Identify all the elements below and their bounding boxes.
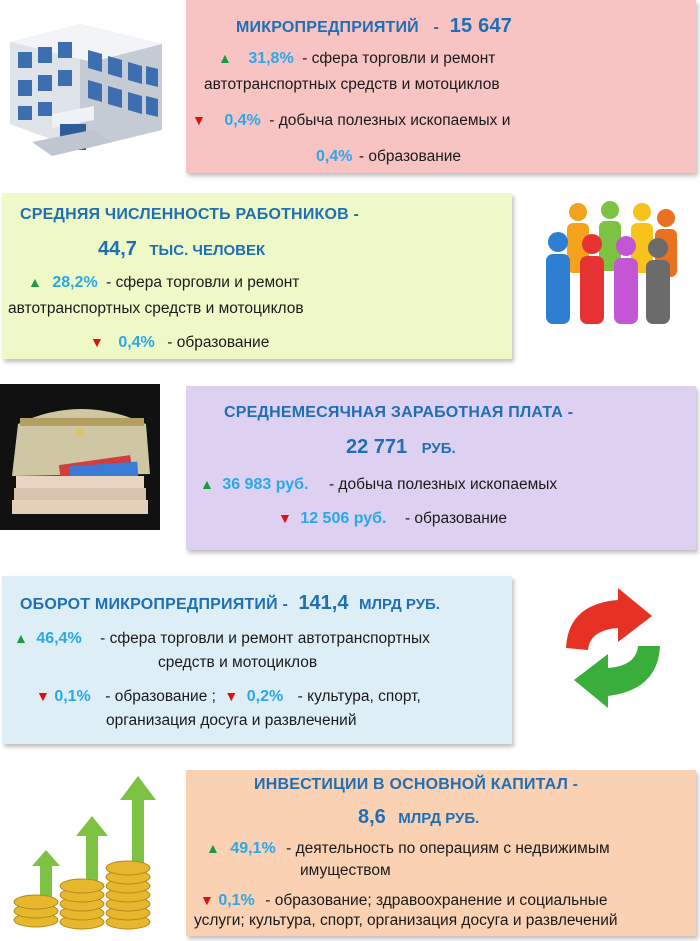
salary-row-2 bbox=[278, 510, 507, 528]
turnover-row-2-text: - образование ; bbox=[105, 688, 216, 705]
investment-row-1 bbox=[206, 840, 610, 858]
micro-row-2 bbox=[192, 112, 510, 130]
employees-row-2-value: 0,4% bbox=[118, 334, 155, 351]
employees-row-1-text-cont: автотранспортных средств и мотоциклов bbox=[8, 300, 304, 317]
turnover-count: 141,4 bbox=[298, 592, 349, 614]
salary-row-2-text: - образование bbox=[404, 510, 508, 527]
arrow-down-icon: ▼ bbox=[192, 112, 206, 128]
investment-row-1-value: 49,1% bbox=[230, 840, 276, 857]
arrow-up-icon: ▲ bbox=[206, 840, 220, 856]
turnover-unit: МЛРД РУБ. bbox=[358, 596, 440, 613]
turnover-row-2-value: 0,1% bbox=[54, 688, 91, 705]
arrow-down-icon: ▼ bbox=[36, 688, 50, 704]
refresh-arrows-illustration bbox=[548, 586, 678, 712]
micro-enterprises-count: 15 647 bbox=[449, 15, 513, 37]
salary-count: 22 771 bbox=[346, 436, 408, 458]
salary-count-line bbox=[346, 436, 456, 459]
salary-row-2-value: 12 506 руб. bbox=[300, 510, 387, 527]
investment-row-2-text-cont: услуги; культура, спорт, организация досуга и развлечений bbox=[194, 912, 618, 929]
arrow-up-icon: ▲ bbox=[200, 476, 214, 492]
employees-title: СРЕДНЯЯ ЧИСЛЕННОСТЬ РАБОТНИКОВ - bbox=[20, 206, 360, 223]
turnover-row-1-text-cont: средств и мотоциклов bbox=[158, 654, 318, 671]
employees-count: 44,7 bbox=[98, 238, 137, 260]
salary-row-1-value: 36 983 руб. bbox=[222, 476, 309, 493]
micro-row-1 bbox=[218, 50, 495, 68]
arrow-up-icon: ▲ bbox=[28, 274, 42, 290]
turnover-row-3-text: - культура, спорт, bbox=[297, 688, 421, 705]
employees-row-2 bbox=[90, 334, 269, 352]
employees-row-2-text: - образование bbox=[167, 334, 270, 351]
micro-row-2-text: - добыча полезных ископаемых и bbox=[269, 112, 511, 129]
investment-title: ИНВЕСТИЦИИ В ОСНОВНОЙ КАПИТАЛ - bbox=[254, 776, 579, 793]
micro-row-3 bbox=[316, 148, 461, 166]
investment-row-2-text: - образование; здравоохранение и социальные bbox=[265, 892, 608, 909]
investment-count-line bbox=[358, 806, 479, 829]
turnover-title-line bbox=[20, 592, 440, 615]
building-illustration bbox=[2, 2, 170, 162]
employees-count-line bbox=[98, 238, 265, 261]
arrow-down-icon: ▼ bbox=[90, 334, 104, 350]
people-group-illustration bbox=[540, 196, 680, 336]
employees-unit: ТЫС. ЧЕЛОВЕК bbox=[149, 242, 266, 259]
arrow-up-icon: ▲ bbox=[14, 630, 28, 646]
micro-row-1-text-cont: автотранспортных средств и мотоциклов bbox=[204, 76, 500, 93]
coins-growth-illustration bbox=[2, 770, 168, 936]
investment-count: 8,6 bbox=[358, 806, 386, 828]
turnover-row-1-value: 46,4% bbox=[36, 630, 82, 647]
micro-enterprises-title: МИКРОПРЕДПРИЯТИЙ bbox=[236, 19, 419, 36]
turnover-row-1 bbox=[14, 630, 430, 648]
title-dash: - bbox=[433, 19, 440, 36]
employees-row-1 bbox=[28, 274, 299, 292]
micro-enterprises-title-line bbox=[236, 15, 512, 38]
micro-row-1-text: - сфера торговли и ремонт bbox=[302, 50, 496, 67]
salary-row-1-text: - добыча полезных ископаемых bbox=[328, 476, 558, 493]
turnover-row-3-value: 0,2% bbox=[246, 688, 284, 705]
employees-row-1-value: 28,2% bbox=[52, 274, 98, 291]
micro-row-3-value: 0,4% bbox=[316, 148, 353, 165]
investment-row-2 bbox=[200, 892, 608, 910]
turnover-row-1-text: - сфера торговли и ремонт автотранспортных bbox=[100, 630, 430, 647]
turnover-row-2 bbox=[36, 688, 421, 706]
arrow-up-icon: ▲ bbox=[218, 50, 232, 66]
salary-title: СРЕДНЕМЕСЯЧНАЯ ЗАРАБОТНАЯ ПЛАТА - bbox=[224, 404, 574, 421]
investment-unit: МЛРД РУБ. bbox=[398, 810, 480, 827]
investment-row-2-value: 0,1% bbox=[218, 892, 255, 909]
investment-row-1-text: - деятельность по операциям с недвижимым bbox=[286, 840, 610, 857]
salary-unit: РУБ. bbox=[421, 440, 456, 457]
wallet-illustration bbox=[0, 384, 160, 530]
micro-row-1-value: 31,8% bbox=[248, 50, 294, 67]
employees-row-1-text: - сфера торговли и ремонт bbox=[106, 274, 300, 291]
arrow-down-icon: ▼ bbox=[278, 510, 292, 526]
turnover-title: ОБОРОТ МИКРОПРЕДПРИЯТИЙ - bbox=[20, 596, 288, 613]
turnover-row-3-text-cont: организация досуга и развлечений bbox=[106, 712, 357, 729]
salary-row-1 bbox=[200, 476, 557, 494]
arrow-down-icon: ▼ bbox=[200, 892, 214, 908]
micro-row-3-text: - образование bbox=[358, 148, 462, 165]
micro-row-2-value: 0,4% bbox=[224, 112, 261, 129]
investment-row-1-text-cont: имуществом bbox=[300, 862, 391, 879]
arrow-down-icon: ▼ bbox=[224, 688, 239, 704]
